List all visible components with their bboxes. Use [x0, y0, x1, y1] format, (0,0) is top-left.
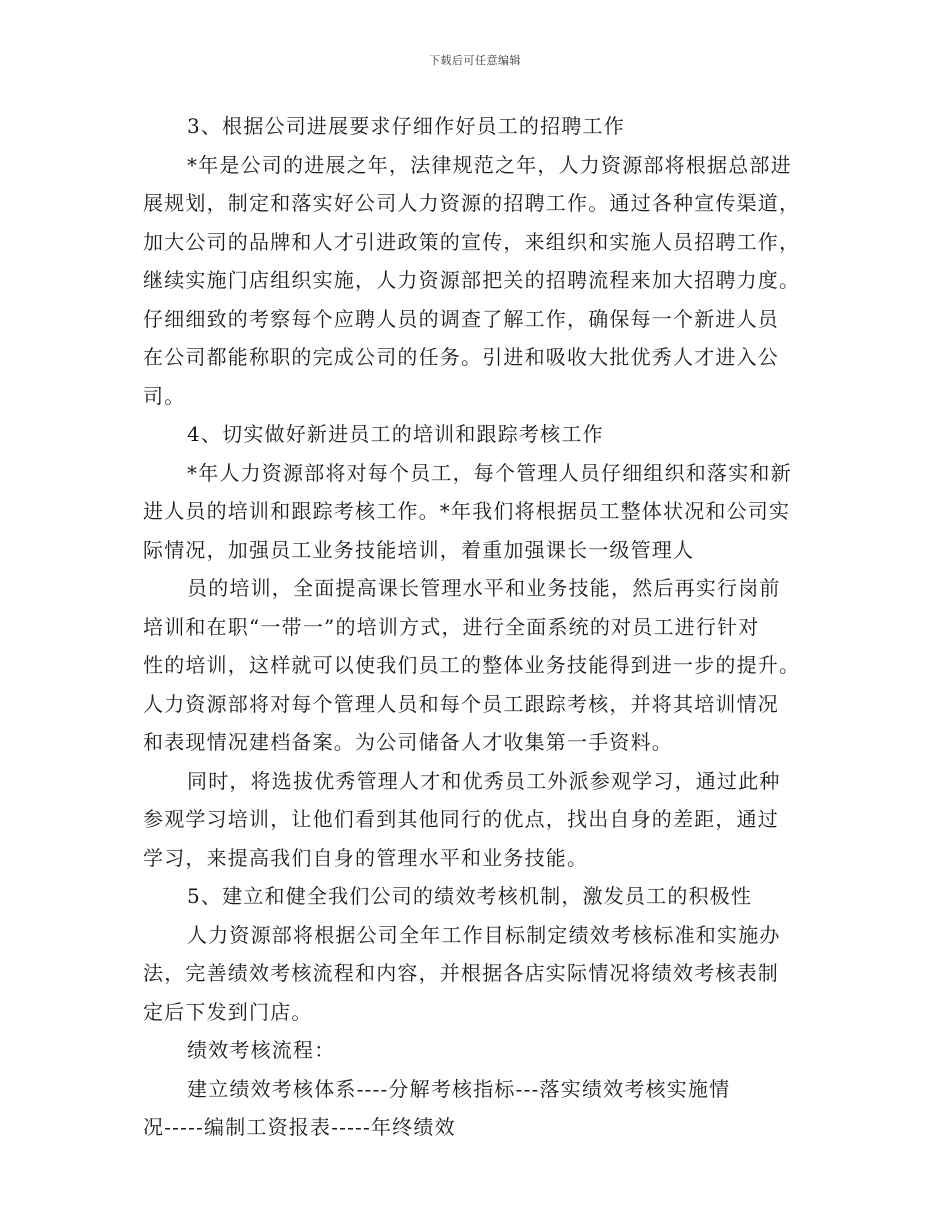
text-line: 展规划，制定和落实好公司人力资源的招聘工作。通过各种宣传渠道，	[143, 191, 801, 215]
text-line: 人力资源部将根据公司全年工作目标制定绩效考核标准和实施办	[187, 922, 781, 947]
text-line: 人力资源部将对每个管理人员和每个员工跟踪考核，并将其培训情况	[143, 691, 779, 716]
text-line: 建立绩效考核体系----分解考核指标---落实绩效考核实施情	[187, 1076, 731, 1101]
text-line: 参观学习培训，让他们看到其他同行的优点，找出自身的差距，通过	[143, 807, 779, 831]
text-line: *年是公司的进展之年，法律规范之年，人力资源部将根据总部进	[187, 152, 792, 177]
text-line: 4、切实做好新进员工的培训和跟踪考核工作	[187, 422, 604, 446]
text-line: 况-----编制工资报表-----年终绩效	[143, 1115, 456, 1139]
text-line: 仔细细致的考察每个应聘人员的调查了解工作，确保每一个新进人员	[143, 306, 779, 331]
text-line: 加大公司的品牌和人才引进政策的宣传，来组织和实施人员招聘工作，	[143, 229, 801, 254]
text-line: 进人员的培训和跟踪考核工作。*年我们将根据员工整体状况和公司实	[143, 499, 791, 523]
text-line: 3、根据公司进展要求仔细作好员工的招聘工作	[187, 114, 625, 138]
page-header-note: 下载后可任意编辑	[429, 54, 521, 67]
text-line: 在公司都能称职的完成公司的任务。引进和吸收大批优秀人才进入公	[143, 345, 779, 369]
text-line: 法，完善绩效考核流程和内容，并根据各店实际情况将绩效考核表制	[143, 961, 779, 985]
text-line: *年人力资源部将对每个员工，每个管理人员仔细组织和落实和新	[187, 460, 792, 485]
text-line: 同时，将选拔优秀管理人才和优秀员工外派参观学习，通过此种	[187, 768, 781, 793]
text-line: 5、建立和健全我们公司的绩效考核机制，激发员工的积极性	[187, 884, 753, 908]
document-body	[143, 107, 807, 1147]
text-line: 和表现情况建档备案。为公司储备人才收集第一手资料。	[143, 730, 673, 754]
text-line: 性的培训，这样就可以使我们员工的整体业务技能得到进一步的提升。	[143, 653, 801, 677]
text-line: 员的培训，全面提高课长管理水平和业务技能，然后再实行岗前	[187, 576, 781, 600]
text-line: 培训和在职“一带一”的培训方式，进行全面系统的对员工进行针对	[143, 614, 760, 639]
text-line: 学习，来提高我们自身的管理水平和业务技能。	[143, 845, 589, 870]
text-line: 际情况，加强员工业务技能培训，着重加强课长一级管理人	[143, 537, 695, 562]
text-line: 定后下发到门店。	[143, 999, 313, 1024]
text-line: 司。	[143, 383, 186, 408]
text-line: 绩效考核流程：	[187, 1038, 336, 1062]
text-line: 继续实施门店组织实施，人力资源部把关的招聘流程来加大招聘力度。	[143, 268, 801, 292]
